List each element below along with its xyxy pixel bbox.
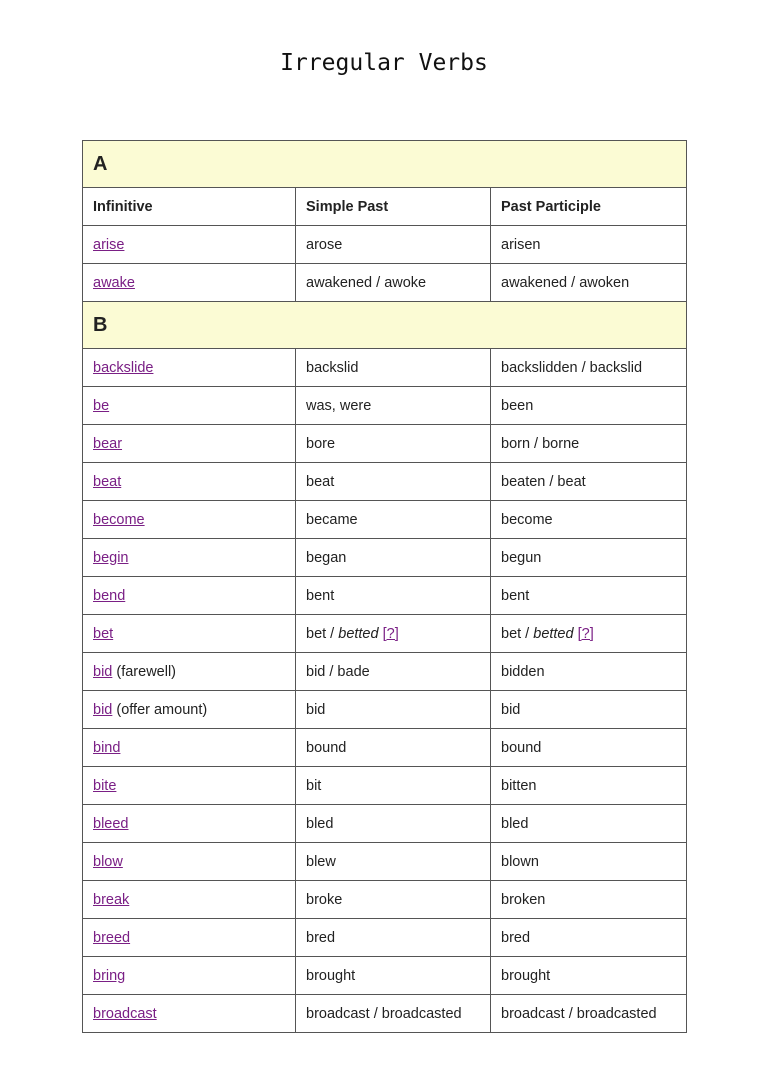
table-row xyxy=(83,615,687,653)
simple-past-cell xyxy=(296,881,491,919)
past-participle-cell-text: bled xyxy=(501,815,529,832)
simple-past-cell xyxy=(296,843,491,881)
past-participle-cell xyxy=(491,226,687,264)
past-participle-cell xyxy=(491,881,687,919)
verb-note: (offer amount) xyxy=(112,701,208,718)
infinitive-cell xyxy=(83,539,296,577)
table-row xyxy=(83,995,687,1033)
simple-past-cell-text: bred xyxy=(306,929,336,946)
table-row xyxy=(83,805,687,843)
past-participle-cell-text: backslidden / backslid xyxy=(501,359,643,376)
past-participle-cell-text: broadcast / broadcasted xyxy=(501,1005,657,1022)
past-participle-cell-text: bent xyxy=(501,587,530,604)
past-participle-cell xyxy=(491,653,687,691)
past-participle-cell-text: blown xyxy=(501,853,539,870)
infinitive-cell xyxy=(83,425,296,463)
table-row xyxy=(83,501,687,539)
simple-past-cell-text: bled xyxy=(306,815,334,832)
infinitive-cell xyxy=(83,995,296,1033)
simple-past-cell-text: bid xyxy=(306,701,326,718)
simple-past-cell xyxy=(296,805,491,843)
infinitive-cell xyxy=(83,615,296,653)
simple-past-cell xyxy=(296,577,491,615)
past-participle-cell xyxy=(491,425,687,463)
page-title: Irregular Verbs xyxy=(280,50,488,76)
simple-past-cell-text: bound xyxy=(306,739,347,756)
table-row xyxy=(83,463,687,501)
past-participle-cell xyxy=(491,919,687,957)
infinitive-cell xyxy=(83,843,296,881)
simple-past-cell-text: bet / xyxy=(306,625,339,642)
table-row xyxy=(83,349,687,387)
table-row xyxy=(83,539,687,577)
table-row xyxy=(83,653,687,691)
simple-past-cell-italic-text: betted xyxy=(338,625,379,642)
simple-past-cell xyxy=(296,691,491,729)
simple-past-cell-text: began xyxy=(306,549,347,566)
past-participle-cell-text: arisen xyxy=(501,236,541,253)
past-participle-cell xyxy=(491,501,687,539)
table-row xyxy=(83,691,687,729)
simple-past-cell-text: bit xyxy=(306,777,322,794)
table-row xyxy=(83,729,687,767)
verb-note: (farewell) xyxy=(112,663,177,680)
infinitive-cell xyxy=(83,226,296,264)
verb-link[interactable]: bind xyxy=(93,739,121,756)
past-participle-cell-text: awakened / awoken xyxy=(501,274,630,291)
table-row xyxy=(83,425,687,463)
table-row xyxy=(83,843,687,881)
table-row xyxy=(83,387,687,425)
past-participle-cell xyxy=(491,615,687,653)
past-participle-cell-text: begun xyxy=(501,549,542,566)
verb-link[interactable]: begin xyxy=(93,549,129,566)
simple-past-cell-text: brought xyxy=(306,967,356,984)
infinitive-cell xyxy=(83,653,296,691)
infinitive-cell xyxy=(83,463,296,501)
verb-link[interactable]: bid xyxy=(93,701,113,718)
infinitive-cell xyxy=(83,729,296,767)
verb-link[interactable]: become xyxy=(93,511,145,528)
column-header-row xyxy=(83,188,687,226)
section-letter: B xyxy=(83,302,687,349)
past-participle-cell-text: beaten / beat xyxy=(501,473,586,490)
simple-past-cell-text: broadcast / broadcasted xyxy=(306,1005,462,1022)
past-participle-cell-text: brought xyxy=(501,967,551,984)
past-participle-cell xyxy=(491,729,687,767)
table-row xyxy=(83,226,687,264)
simple-past-cell xyxy=(296,767,491,805)
simple-past-cell-text: was, were xyxy=(306,397,372,414)
column-header: Simple Past xyxy=(296,188,491,226)
simple-past-cell-text: awakened / awoke xyxy=(306,274,427,291)
simple-past-cell xyxy=(296,653,491,691)
simple-past-cell xyxy=(296,425,491,463)
infinitive-cell xyxy=(83,264,296,302)
table-row xyxy=(83,919,687,957)
verb-link[interactable]: bring xyxy=(93,967,126,984)
past-participle-cell-text: bitten xyxy=(501,777,537,794)
infinitive-cell xyxy=(83,387,296,425)
simple-past-cell xyxy=(296,957,491,995)
simple-past-cell xyxy=(296,995,491,1033)
infinitive-cell xyxy=(83,805,296,843)
past-participle-cell xyxy=(491,995,687,1033)
infinitive-cell xyxy=(83,501,296,539)
table-row xyxy=(83,957,687,995)
past-participle-cell-text: bound xyxy=(501,739,542,756)
verb-link[interactable]: awake xyxy=(93,274,135,291)
column-header: Infinitive xyxy=(83,188,296,226)
past-participle-cell xyxy=(491,843,687,881)
verb-link[interactable]: beat xyxy=(93,473,122,490)
past-participle-cell xyxy=(491,264,687,302)
past-participle-cell-text: broken xyxy=(501,891,546,908)
simple-past-cell-text: beat xyxy=(306,473,335,490)
infinitive-cell xyxy=(83,349,296,387)
verb-link[interactable]: be xyxy=(93,397,110,414)
verb-link[interactable]: breed xyxy=(93,929,131,946)
simple-past-cell-text: bore xyxy=(306,435,336,452)
simple-past-cell-text: became xyxy=(306,511,358,528)
simple-past-cell xyxy=(296,615,491,653)
verb-link[interactable]: bleed xyxy=(93,815,129,832)
simple-past-cell xyxy=(296,226,491,264)
simple-past-cell-text: backslid xyxy=(306,359,359,376)
past-participle-cell xyxy=(491,767,687,805)
past-participle-cell-text: bidden xyxy=(501,663,545,680)
table-row xyxy=(83,767,687,805)
simple-past-cell xyxy=(296,387,491,425)
infinitive-cell xyxy=(83,691,296,729)
section-header-row xyxy=(83,141,687,188)
past-participle-cell-text: bet / xyxy=(501,625,534,642)
simple-past-cell-text: bent xyxy=(306,587,335,604)
verb-link[interactable]: backslide xyxy=(93,359,154,376)
verb-link[interactable]: arise xyxy=(93,236,125,253)
past-participle-cell xyxy=(491,387,687,425)
simple-past-cell xyxy=(296,349,491,387)
simple-past-cell-text: blew xyxy=(306,853,336,870)
verb-link[interactable]: bend xyxy=(93,587,126,604)
verb-link[interactable]: bite xyxy=(93,777,117,794)
reference-link[interactable]: [?] xyxy=(382,625,399,642)
past-participle-cell-text: bid xyxy=(501,701,521,718)
table-row xyxy=(83,577,687,615)
infinitive-cell xyxy=(83,767,296,805)
simple-past-cell-text: bid / bade xyxy=(306,663,370,680)
verb-link[interactable]: bid xyxy=(93,663,113,680)
verb-link[interactable]: bear xyxy=(93,435,123,452)
infinitive-cell xyxy=(83,957,296,995)
past-participle-cell-text: born / borne xyxy=(501,435,580,452)
past-participle-cell xyxy=(491,691,687,729)
infinitive-cell xyxy=(83,919,296,957)
past-participle-cell xyxy=(491,463,687,501)
table-row xyxy=(83,881,687,919)
past-participle-cell-text: bred xyxy=(501,929,531,946)
simple-past-cell xyxy=(296,729,491,767)
section-letter: A xyxy=(83,141,687,188)
infinitive-cell xyxy=(83,577,296,615)
simple-past-cell xyxy=(296,919,491,957)
infinitive-cell xyxy=(83,881,296,919)
simple-past-cell xyxy=(296,264,491,302)
simple-past-cell-text: broke xyxy=(306,891,343,908)
past-participle-cell xyxy=(491,539,687,577)
table-row xyxy=(83,264,687,302)
past-participle-cell xyxy=(491,957,687,995)
past-participle-cell xyxy=(491,349,687,387)
section-header-row xyxy=(83,302,687,349)
simple-past-cell xyxy=(296,501,491,539)
verb-link[interactable]: bet xyxy=(93,625,114,642)
simple-past-cell xyxy=(296,539,491,577)
past-participle-cell-italic-text: betted xyxy=(533,625,574,642)
column-header: Past Participle xyxy=(491,188,687,226)
verb-link[interactable]: break xyxy=(93,891,130,908)
verb-link[interactable]: broadcast xyxy=(93,1005,157,1022)
past-participle-cell-text: become xyxy=(501,511,553,528)
verb-link[interactable]: blow xyxy=(93,853,123,870)
reference-link[interactable]: [?] xyxy=(577,625,594,642)
irregular-verbs-table xyxy=(82,140,687,1033)
simple-past-cell-text: arose xyxy=(306,236,343,253)
past-participle-cell xyxy=(491,577,687,615)
past-participle-cell xyxy=(491,805,687,843)
past-participle-cell-text: been xyxy=(501,397,534,414)
simple-past-cell xyxy=(296,463,491,501)
